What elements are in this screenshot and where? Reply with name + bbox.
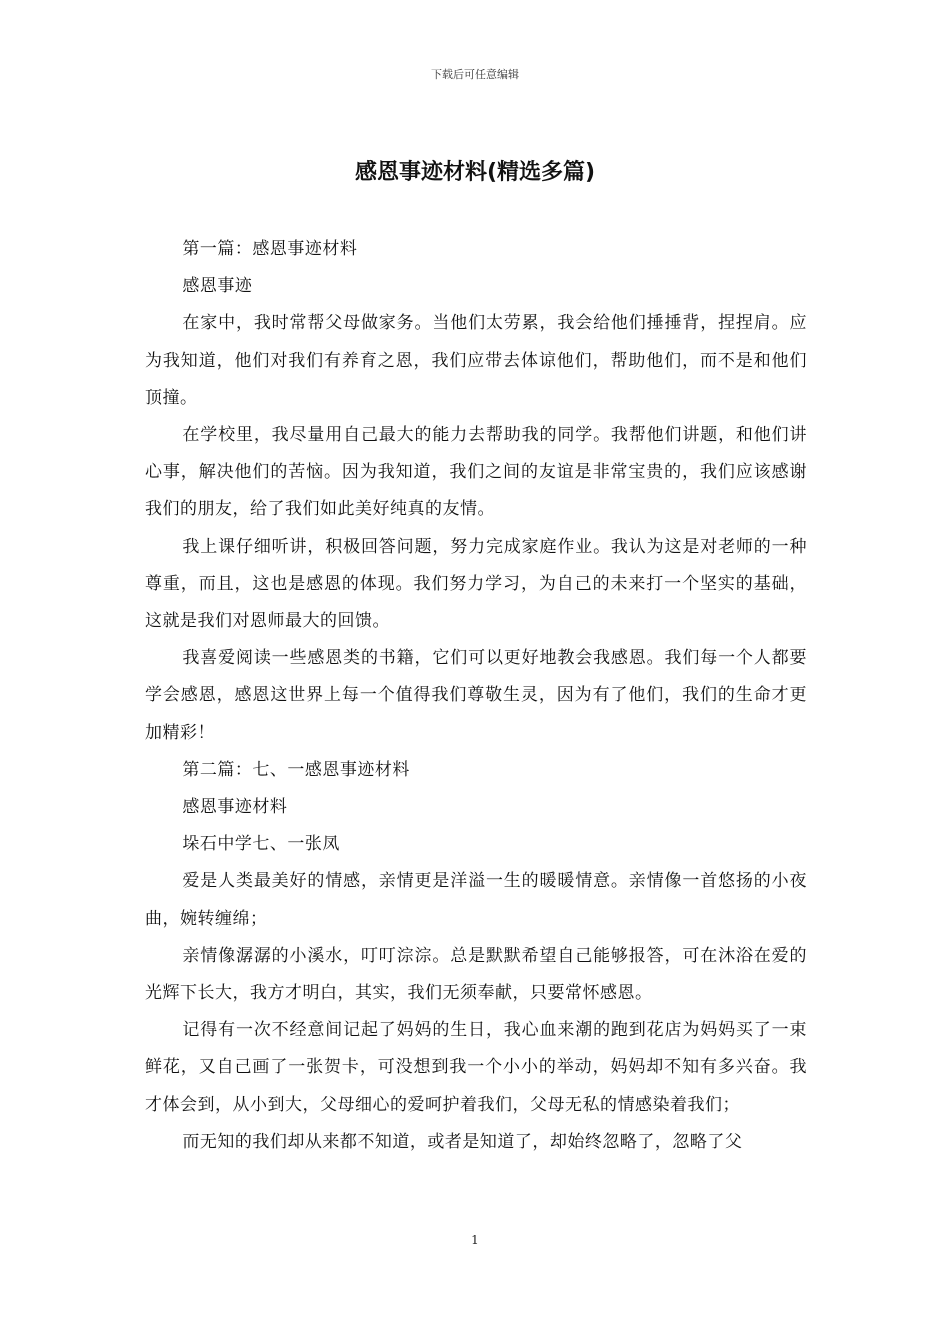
paragraph: 我上课仔细听讲，积极回答问题，努力完成家庭作业。我认为这是对老师的一种尊重，而且，这也是感恩的体现。我们努力学习，为自己的未来打一个坚实的基础，这就是我们对恩师最大的回馈。 [145,536,807,632]
author-line: 垛石中学七、一张凤 [182,834,340,855]
paragraph: 而无知的我们却从来都不知道，或者是知道了，却始终忽略了，忽略了父 [182,1131,743,1152]
page-header-note: 下载后可任意编辑 [431,68,519,81]
paragraph: 我喜爱阅读一些感恩类的书籍，它们可以更好地教会我感恩。我们每一个人都要学会感恩，感恩这世界上每一个值得我们尊敬生灵，因为有了他们，我们的生命才更加精彩！ [145,648,807,743]
section-heading-2: 第二篇：七、一感恩事迹材料 [182,759,410,780]
document-body [145,231,807,1161]
page-number: 1 [471,1233,479,1247]
subheading-1: 感恩事迹 [182,276,253,297]
paragraph: 爱是人类最美好的情感，亲情更是洋溢一生的暖暖情意。亲情像一首悠扬的小夜曲，婉转缠绵； [145,871,807,929]
paragraph: 在学校里，我尽量用自己最大的能力去帮助我的同学。我帮他们讲题，和他们讲心事，解决他们的苦恼。因为我知道，我们之间的友谊是非常宝贵的，我们应该感谢我们的朋友，给了我们如此美好纯真的友情。 [145,425,807,520]
paragraph: 在家中，我时常帮父母做家务。当他们太劳累，我会给他们捶捶背，捏捏肩。应为我知道，他们对我们有养育之恩，我们应带去体谅他们，帮助他们，而不是和他们顶撞。 [145,313,807,408]
paragraph: 记得有一次不经意间记起了妈妈的生日，我心血来潮的跑到花店为妈妈买了一束鲜花，又自己画了一张贺卡，可没想到我一个小小的举动，妈妈却不知有多兴奋。我才体会到，从小到大，父母细心的爱呵护着我们，父母无私的情感染着我们； [145,1020,807,1115]
paragraph: 亲情像潺潺的小溪水，叮叮淙淙。总是默默希望自己能够报答，可在沐浴在爱的光辉下长大，我方才明白，其实，我们无须奉献，只要常怀感恩。 [145,945,807,1004]
subheading-2: 感恩事迹材料 [182,797,288,818]
document-title: 感恩事迹材料(精选多篇) [354,160,596,185]
section-heading-1: 第一篇：感恩事迹材料 [182,239,358,259]
